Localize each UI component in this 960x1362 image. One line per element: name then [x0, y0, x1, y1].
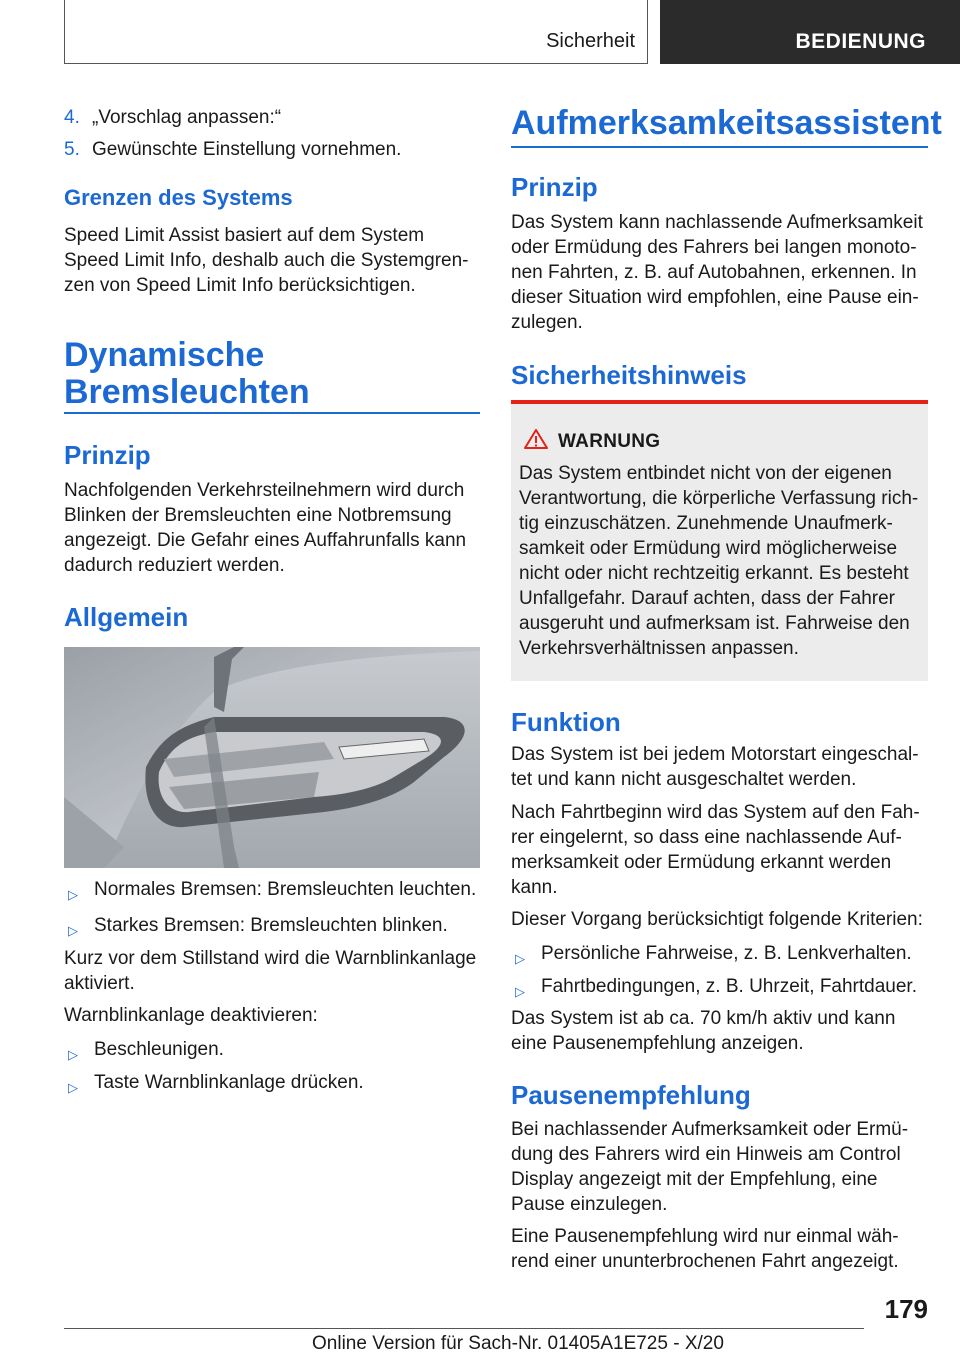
tail-light-illustration: [64, 647, 480, 868]
funktion-para1-line1: Das System ist bei jedem Motorstart eingeschal-: [511, 744, 919, 765]
heading-grenzen: Grenzen des Systems: [64, 185, 293, 210]
section-title: Sicherheit: [546, 30, 635, 52]
bullet-triangle-icon: ▷: [515, 984, 525, 999]
chapter-rule-right: [511, 146, 928, 148]
prinzip-right-line-3: nen Fahrten, z. B. auf Autobahnen, erkennen. In: [511, 262, 917, 283]
warning-label: WARNUNG: [558, 431, 661, 452]
pause-para1-line2: dung des Fahrers wird ein Hinweis am Control: [511, 1144, 901, 1165]
allgemein-para1-line1: Kurz vor dem Stillstand wird die Warnblinkanlage: [64, 948, 477, 969]
header-box: [64, 0, 648, 64]
chapter-label: BEDIENUNG: [795, 30, 926, 53]
funktion-para1-line2: tet und kann nicht ausgeschaltet werden.: [511, 769, 857, 790]
funktion-para3: Dieser Vorgang berücksichtigt folgende Kriterien:: [511, 909, 923, 930]
warning-box: [511, 400, 928, 681]
heading-sicherheitshinweis: Sicherheitshinweis: [511, 360, 747, 390]
chapter-rule-left: [64, 412, 480, 414]
bullet-triangle-icon: ▷: [68, 1080, 78, 1095]
prinzip-right-line-4: dieser Situation wird empfohlen, eine Pause ein-: [511, 287, 919, 308]
heading-allgemein: Allgemein: [64, 602, 189, 632]
pause-para2-line1: Eine Pausenempfehlung wird nur einmal wäh-: [511, 1226, 899, 1247]
chapter-title-aufmerksamkeit: Aufmerksamkeitsassistent: [511, 104, 942, 142]
bullet-triangle-icon: ▷: [68, 1047, 78, 1062]
page-number: 179: [884, 1294, 928, 1324]
grenzen-line-3: zen von Speed Limit Info berücksichtigen.: [64, 275, 416, 296]
tail-light-image: [64, 647, 480, 868]
warning-text: Das System entbindet nicht von der eigenen Verantwortung, die körperliche Verfassung rich- tig einzuschätzen. Zunehmende Unaufmerk- samkeit oder Ermüdung wird möglicherweise nicht oder nicht rechtzeitig erkannt. Es besteht Unfallgefahr. Darauf achten, dass der Fahrer ausgeruht und aufmerksam ist. Fahrweise den Verkehrsverhältnissen anpassen.: [519, 463, 919, 659]
prinzip-right-line-2: oder Ermüdung des Fahrers bei langen monoto-: [511, 237, 917, 258]
pause-para2-line2: rend einer ununterbrochenen Fahrt angezeigt.: [511, 1251, 899, 1272]
footer-version-text: Online Version für Sach-Nr. 01405A1E725 - X/20: [312, 1333, 724, 1354]
funktion-para2-line2: rer eingelernt, so dass eine nachlassende Auf-: [511, 827, 902, 848]
footer-rule: [64, 1328, 864, 1329]
step-4: 4. „Vorschlag anpassen:“: [64, 107, 282, 128]
heading-prinzip-left: Prinzip: [64, 440, 151, 470]
pause-para1-line3: Display angezeigt mit der Empfehlung, eine: [511, 1169, 878, 1190]
step-5: 5. Gewünschte Einstellung vornehmen.: [64, 139, 402, 160]
pause-para1-line1: Bei nachlassender Aufmerksamkeit oder Ermü-: [511, 1119, 909, 1140]
grenzen-line-1: Speed Limit Assist basiert auf dem System: [64, 225, 425, 246]
grenzen-line-2: Speed Limit Info, deshalb auch die Systemgren-: [64, 250, 469, 271]
funktion-para2-line3: merksamkeit oder Ermüdung erkannt werden: [511, 852, 892, 873]
prinzip-left-line-2: Blinken der Bremsleuchten eine Notbremsung: [64, 505, 452, 526]
prinzip-right-line-5: zulegen.: [511, 312, 583, 333]
heading-funktion: Funktion: [511, 707, 621, 737]
allgemein-para2: Warnblinkanlage deaktivieren:: [64, 1005, 318, 1026]
chapter-tab: [660, 0, 960, 64]
warning-triangle-icon: [523, 428, 549, 450]
chapter-title-dynamische: Dynamische Bremsleuchten: [64, 336, 310, 411]
bullet-triangle-icon: ▷: [68, 887, 78, 902]
heading-pausenempfehlung: Pausenempfehlung: [511, 1080, 751, 1110]
prinzip-left-line-1: Nachfolgenden Verkehrsteilnehmern wird durch: [64, 480, 465, 501]
bullet-triangle-icon: ▷: [68, 923, 78, 938]
funktion-para4-line1: Das System ist ab ca. 70 km/h aktiv und kann: [511, 1008, 896, 1029]
prinzip-right-line-1: Das System kann nachlassende Aufmerksamkeit: [511, 212, 923, 233]
prinzip-left-line-4: dadurch reduziert werden.: [64, 555, 285, 576]
prinzip-left-line-3: angezeigt. Die Gefahr eines Auffahrunfalls kann: [64, 530, 467, 551]
pause-para1-line4: Pause einzulegen.: [511, 1194, 668, 1215]
funktion-para2-line4: kann.: [511, 877, 558, 898]
allgemein-para1-line2: aktiviert.: [64, 973, 135, 994]
funktion-para2-line1: Nach Fahrtbeginn wird das System auf den Fah-: [511, 802, 920, 823]
funktion-para4-line2: eine Pausenempfehlung anzeigen.: [511, 1033, 804, 1054]
heading-prinzip-right: Prinzip: [511, 172, 598, 202]
bullet-triangle-icon: ▷: [515, 951, 525, 966]
